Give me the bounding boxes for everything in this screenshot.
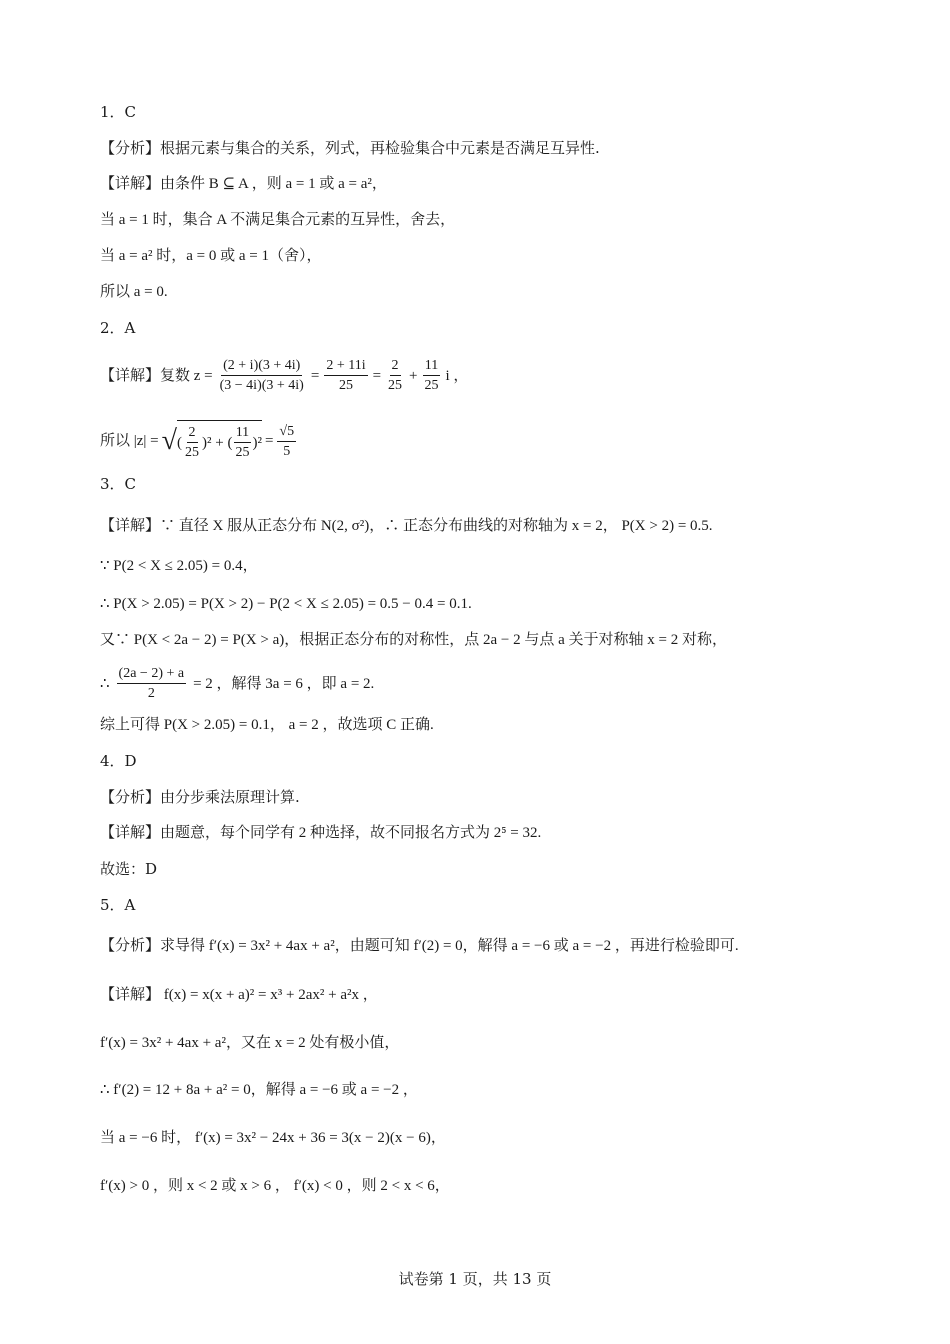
- fraction-denominator: 25: [424, 378, 439, 393]
- radicand: [177, 420, 262, 462]
- answer-1-conclusion: 所以 a = 0.: [100, 284, 168, 300]
- fraction-numerator: 2 + 11i: [324, 356, 367, 376]
- answer-1-line: 当 a = a² 时，a = 0 或 a = 1（舍），: [100, 248, 322, 264]
- therefore-symbol: ∴: [100, 675, 110, 692]
- equals-sign: =: [310, 367, 320, 384]
- answer-5-analysis: 【分析】求导得 f′(x) = 3x² + 4ax + a²，由题可知 f′(2) = 0，解得 a = −6 或 a = −2 ，再进行检验即可.: [100, 938, 739, 954]
- fraction-numerator: 2: [390, 356, 401, 376]
- answer-2-modulus: [100, 420, 297, 462]
- fraction: [277, 422, 296, 461]
- plus-sign: +: [409, 367, 418, 384]
- fraction: [183, 423, 201, 462]
- answer-1-detail: 【详解】由条件 B ⊆ A ，则 a = 1 或 a = a²，: [100, 176, 387, 192]
- fraction-denominator: 25: [388, 378, 403, 393]
- answer-3-conclusion: 综上可得 P(X > 2.05) = 0.1， a = 2 ，故选项 C 正确.: [100, 717, 434, 733]
- fraction-denominator: 25: [235, 445, 250, 460]
- answer-3-heading: 3．C: [100, 475, 137, 493]
- answer-4-analysis: 【分析】由分步乘法原理计算.: [100, 788, 300, 806]
- square-root: [162, 420, 262, 462]
- answer-3-detail: 【详解】∵ 直径 X 服从正态分布 N(2, σ²)，∴ 正态分布曲线的对称轴为 x = 2， P(X > 2) = 0.5.: [100, 518, 713, 534]
- fraction-denominator: 5: [283, 443, 291, 459]
- fraction-numerator: 11: [234, 423, 251, 443]
- answer-2-prefix: 【详解】复数 z =: [100, 367, 213, 384]
- equals-sign: =: [264, 433, 274, 449]
- fraction: [386, 356, 404, 395]
- answer-2-detail: [100, 356, 468, 395]
- answer-5-line: 当 a = −6 时， f′(x) = 3x² − 24x + 36 = 3(x − 2)(x − 6)，: [100, 1130, 446, 1146]
- answer-3-solve: [100, 664, 374, 703]
- answer-5-line: ∴ f′(2) = 12 + 8a + a² = 0，解得 a = −6 或 a = −2 ，: [100, 1082, 418, 1098]
- answer-4-heading: 4．D: [100, 752, 137, 770]
- fraction-numerator: (2 + i)(3 + 4i): [221, 356, 302, 376]
- answer-1-heading: 1．C: [100, 103, 137, 121]
- answer-3-line: ∴ P(X > 2.05) = P(X > 2) − P(2 < X ≤ 2.05) = 0.5 − 0.4 = 0.1.: [100, 596, 472, 612]
- fraction: [423, 356, 441, 395]
- answer-2-suffix: i ，: [445, 367, 469, 384]
- answer-5-detail: 【详解】 f(x) = x(x + a)² = x³ + 2ax² + a²x ，: [100, 987, 378, 1003]
- fraction: [324, 356, 367, 395]
- answer-3-line: ∵ P(2 < X ≤ 2.05) = 0.4，: [100, 558, 258, 574]
- fraction-denominator: 25: [338, 378, 353, 393]
- modulus-prefix: 所以 |z| =: [100, 433, 159, 449]
- fraction: [233, 423, 251, 462]
- fraction: [218, 356, 306, 395]
- answer-5-line: f′(x) > 0 ，则 x < 2 或 x > 6 ， f′(x) < 0 ，则 2 < x < 6，: [100, 1178, 450, 1194]
- answer-3-solve-text: = 2 ，解得 3a = 6 ，即 a = 2.: [193, 675, 375, 692]
- answer-1-analysis: 【分析】根据元素与集合的关系，列式，再检验集合中元素是否满足互异性.: [100, 139, 600, 157]
- paren: )²: [252, 434, 262, 451]
- answer-1-line: 当 a = 1 时，集合 A 不满足集合元素的互异性，舍去，: [100, 212, 456, 228]
- fraction: [117, 664, 187, 703]
- page-footer: 试卷第 1 页，共 13 页: [398, 1270, 552, 1288]
- answer-3-line: 又∵ P(X < 2a − 2) = P(X > a)，根据正态分布的对称性，点 2a − 2 与点 a 关于对称轴 x = 2 对称，: [100, 632, 727, 648]
- fraction-numerator: 2: [187, 423, 198, 443]
- answer-5-line: f′(x) = 3x² + 4ax + a²，又在 x = 2 处有极小值，: [100, 1035, 400, 1051]
- answer-4-detail: 【详解】由题意，每个同学有 2 种选择，故不同报名方式为 2⁵ = 32.: [100, 825, 542, 841]
- radical-icon: √: [161, 425, 177, 456]
- equals-sign: =: [372, 367, 382, 384]
- fraction-numerator: √5: [277, 422, 296, 442]
- paren: (: [177, 434, 182, 451]
- fraction-denominator: 2: [147, 686, 155, 701]
- paren: )² + (: [202, 434, 233, 451]
- answer-5-heading: 5．A: [100, 896, 136, 914]
- fraction-numerator: (2a − 2) + a: [117, 664, 187, 684]
- fraction-numerator: 11: [423, 356, 440, 376]
- answer-4-choice: 故选：D: [100, 860, 158, 878]
- fraction-denominator: 25: [185, 445, 199, 460]
- fraction-denominator: (3 − 4i)(3 + 4i): [219, 378, 304, 393]
- answer-2-heading: 2．A: [100, 319, 136, 337]
